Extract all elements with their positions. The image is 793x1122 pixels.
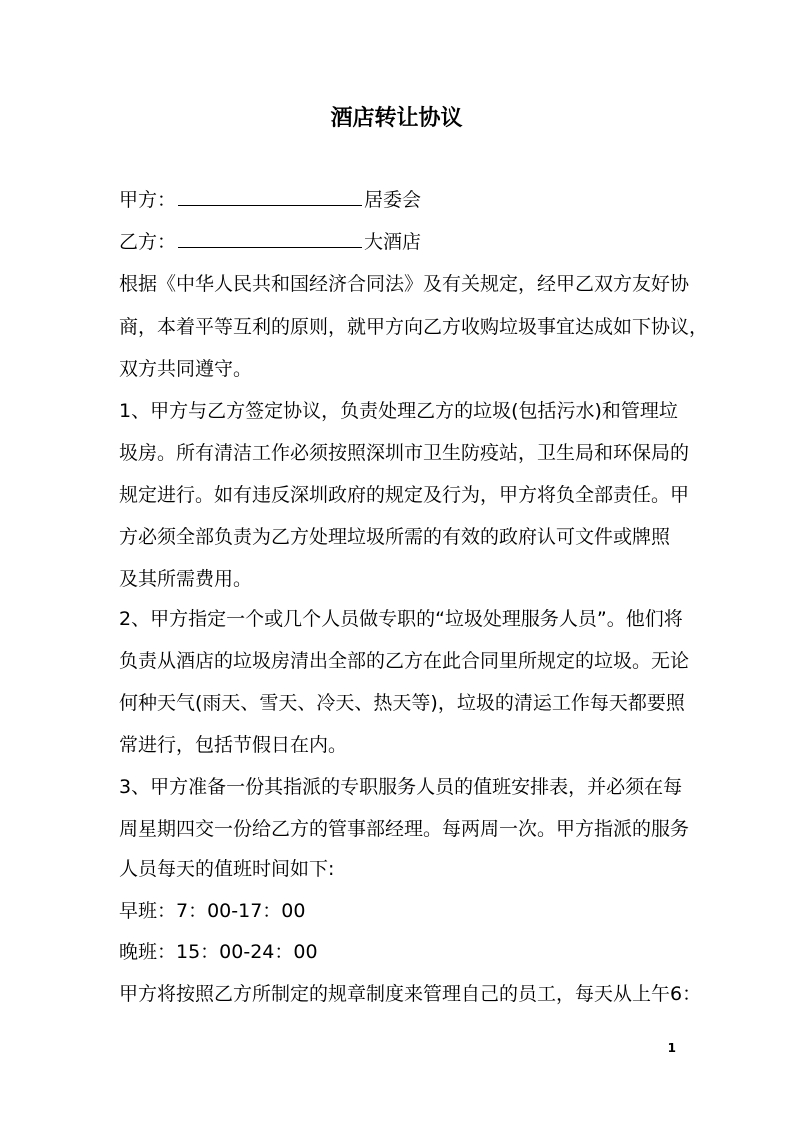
party-a-label: 甲方： <box>119 189 177 211</box>
body-line: 负责从酒店的垃圾房清出全部的乙方在此合同里所规定的垃圾。无论 <box>119 650 690 672</box>
party-a-blank <box>178 187 362 206</box>
body-line: 何种天气(雨天、雪天、冷天、热天等)，垃圾的清运工作每天都要照 <box>119 692 685 714</box>
page-number: 1 <box>667 1041 676 1055</box>
body-line: 圾房。所有清洁工作必须按照深圳市卫生防疫站，卫生局和环保局的 <box>119 442 690 464</box>
body-line: 甲方将按照乙方所制定的规章制度来管理自己的员工，每天从上午6： <box>119 983 702 1005</box>
party-a-suffix: 居委会 <box>364 189 422 211</box>
body-line: 周星期四交一份给乙方的管事部经理。每两周一次。甲方指派的服务 <box>119 818 690 840</box>
body-line: 1、甲方与乙方签定协议，负责处理乙方的垃圾(包括污水)和管理垃 <box>119 400 678 422</box>
document-title: 酒店转让协议 <box>330 106 463 131</box>
party-b-label: 乙方： <box>119 231 177 253</box>
party-b-line <box>119 228 421 256</box>
party-b-suffix: 大酒店 <box>364 231 422 253</box>
party-b-blank <box>178 229 362 248</box>
party-a-line <box>119 186 421 214</box>
body-line: 双方共同遵守。 <box>119 358 253 380</box>
body-line: 早班：7：00-17：00 <box>119 900 306 922</box>
body-line: 规定进行。如有违反深圳政府的规定及行为，甲方将负全部责任。甲 <box>119 484 690 506</box>
body-line: 根据《中华人民共和国经济合同法》及有关规定，经甲乙双方友好协 <box>119 273 690 295</box>
body-line: 及其所需费用。 <box>119 568 253 590</box>
body-line: 3、甲方准备一份其指派的专职服务人员的值班安排表，并必须在每 <box>119 776 683 798</box>
body-line: 人员每天的值班时间如下: <box>119 858 335 880</box>
body-line: 商，本着平等互利的原则，就甲方向乙方收购垃圾事宜达成如下协议， <box>119 316 709 338</box>
body-line: 晚班：15：00-24：00 <box>119 941 318 963</box>
body-line: 常进行，包括节假日在内。 <box>119 734 348 756</box>
body-line: 2、甲方指定一个或几个人员做专职的“垃圾处理服务人员”。他们将 <box>119 608 683 630</box>
body-line: 方必须全部负责为乙方处理垃圾所需的有效的政府认可文件或牌照 <box>119 526 671 548</box>
